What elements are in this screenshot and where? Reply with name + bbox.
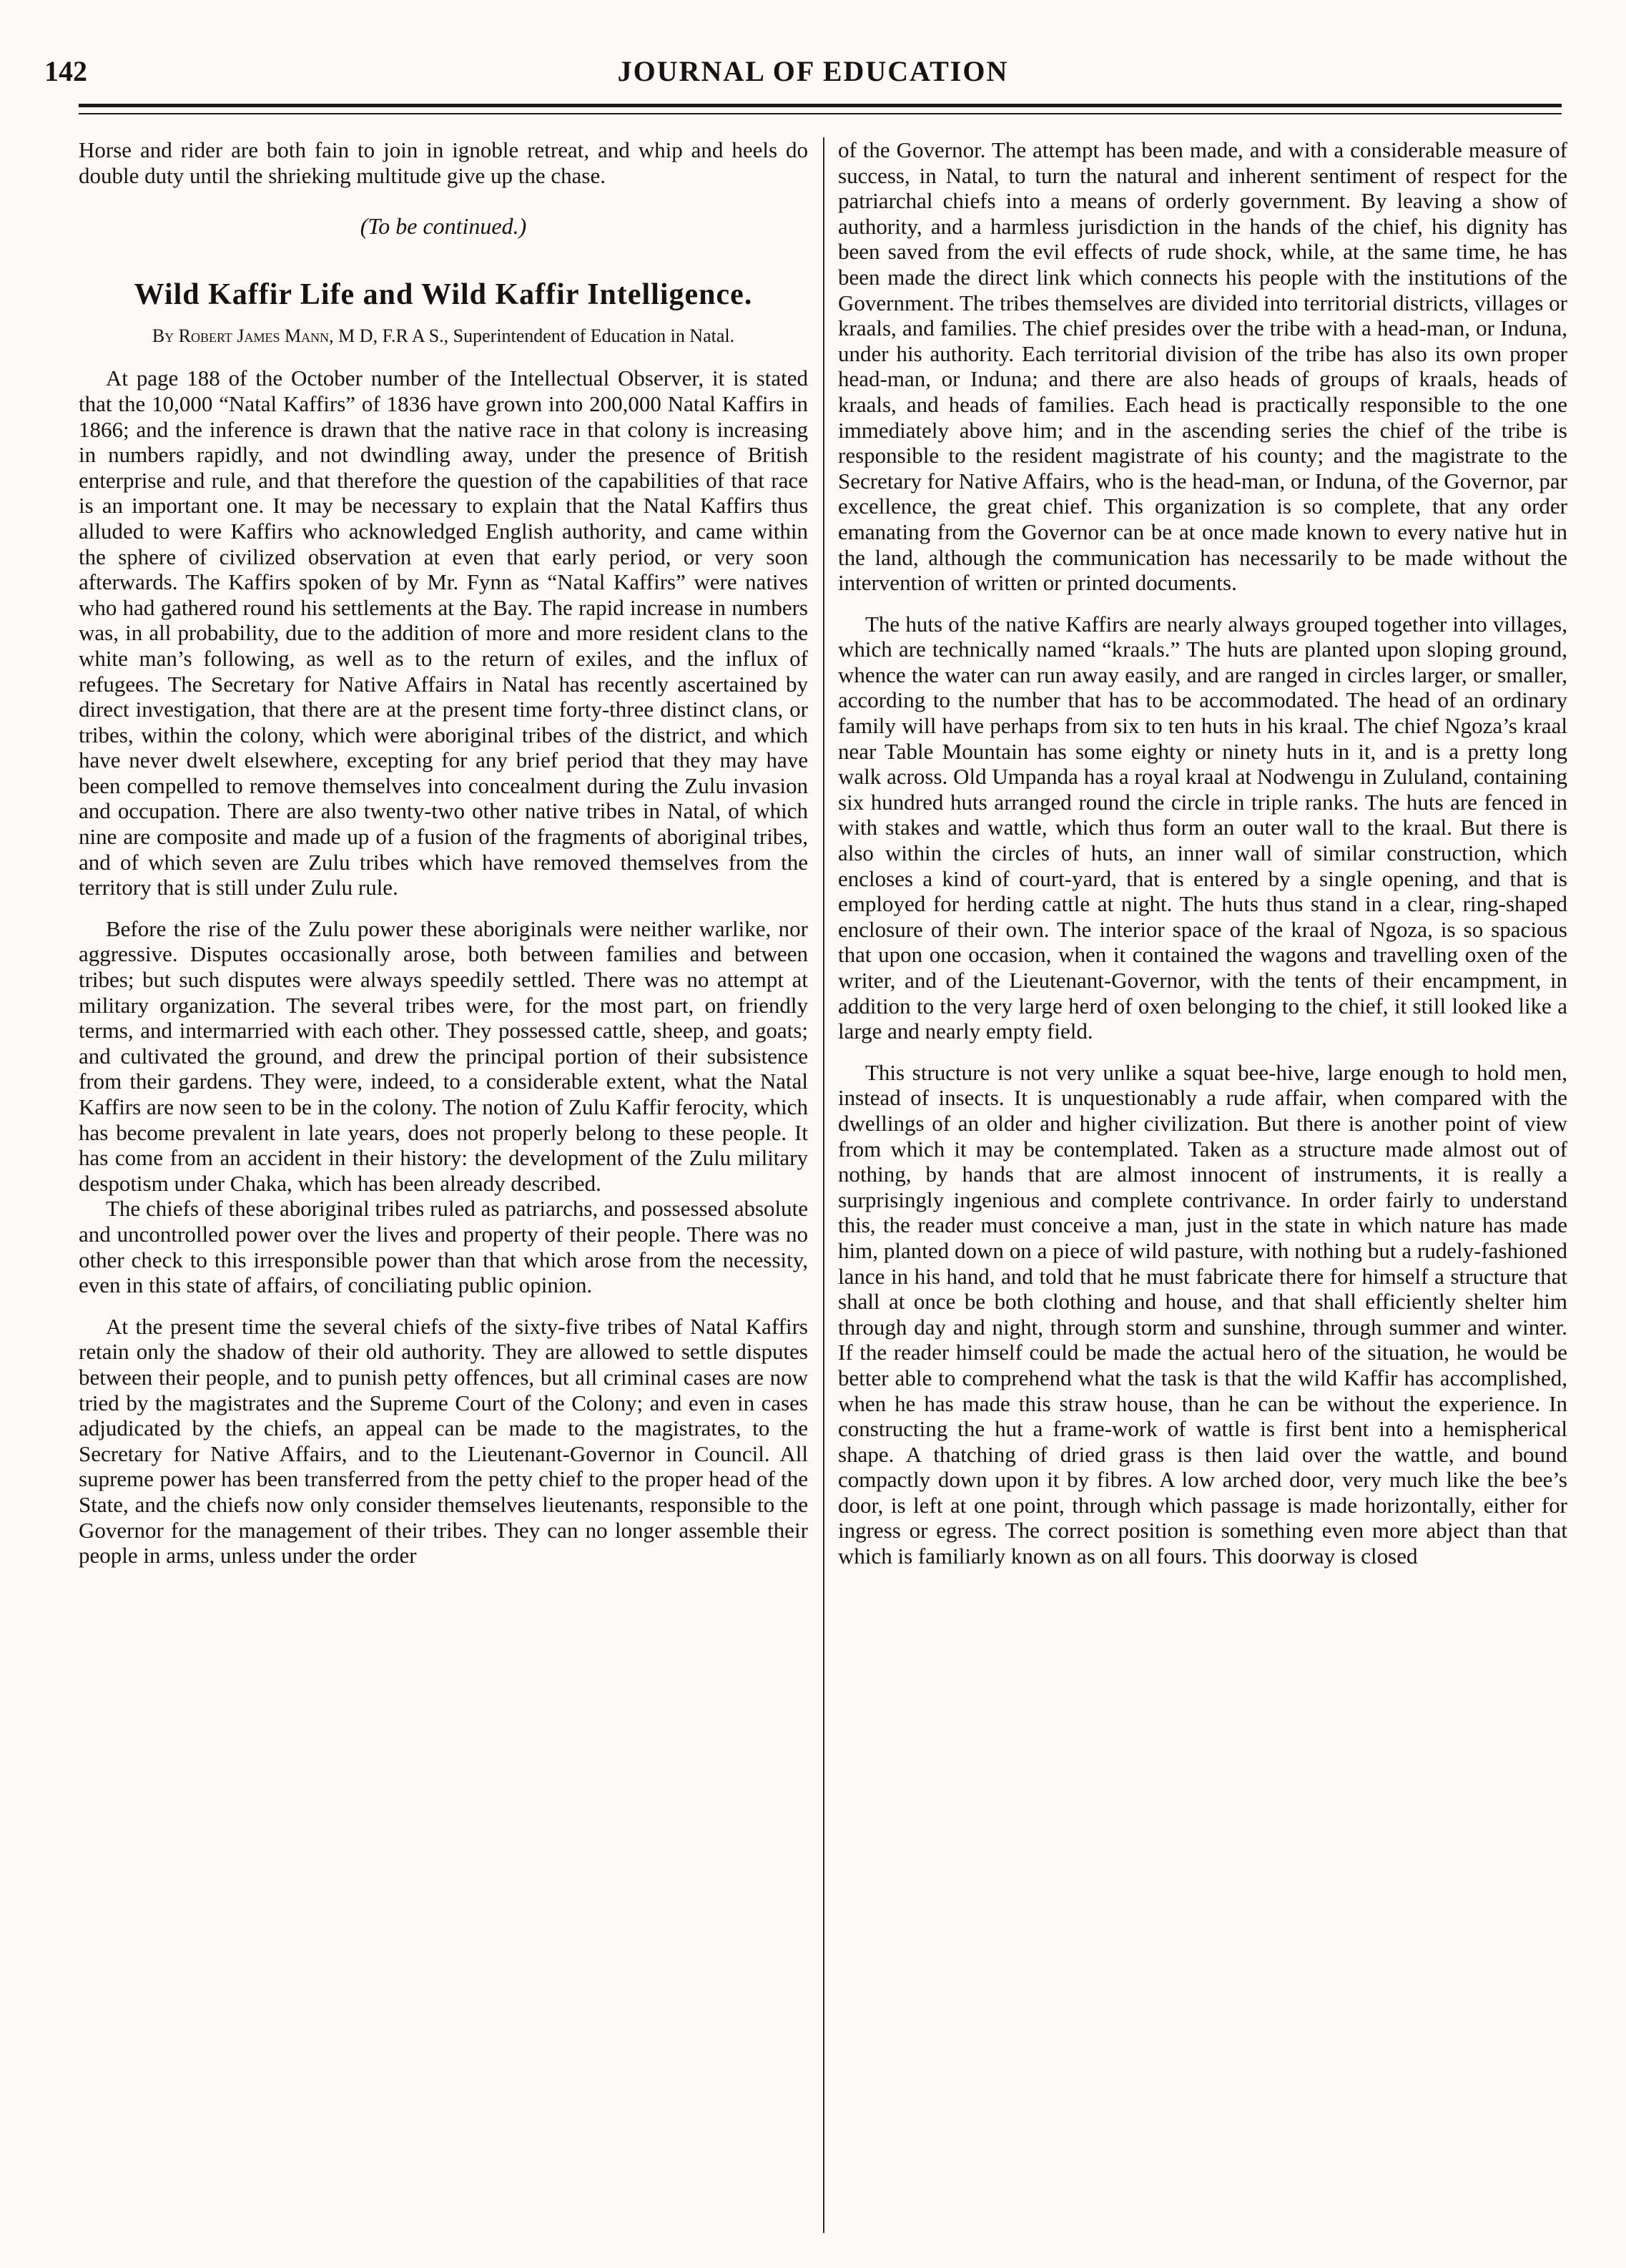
paragraph: This structure is not very unlike a squat bee-hive, large enough to hold men, instead of insects. It is unquestionably a rude affair, when compared with the dwellings of an older and higher civilization. But there is another point of view from which it may be contemplated. Taken as a structure made almost out of nothing, by hands that are almost innocent of instruments, it is really a surprisingly ingenious and complete contrivance. In order fairly to understand this, the reader must conceive a man, just in the state in which nature has made him, planted down on a piece of wild pasture, with nothing but a rudely-fashioned lance in his hand, and told that he must fabricate there for himself a structure that shall at once be both clothing and house, and that shall efficiently shelter him through day and night, through storm and sunshine, through summer and winter. If the reader himself could be made the actual hero of the situation, he would be better able to comprehend what the task is that the wild Kaffir has accomplished, when he has made this straw house, than he can be without the experience. In constructing the hut a frame-work of wattle is first bent into a hemispherical shape. A thatching of dried grass is then laid over the wattle, and bound compactly down upon it by fibres. A low arched door, very much like the bee’s door, is left at one point, through which passage is made horizontally, either for ingress or egress. The correct position is something even more abject than that which is familiarly known as on all fours. This doorway is closed — [838, 1059, 1567, 1569]
journal-title: JOURNAL OF EDUCATION — [617, 55, 1009, 87]
paragraph: The chiefs of these aboriginal tribes ruled as patriarchs, and possessed absolute and uncontrolled power over the lives and property of their people. There was no other check to this irresponsible power than that which arose from the necessity, even in this state of affairs, of conciliating public opinion. — [79, 1196, 808, 1298]
paragraph: of the Governor. The attempt has been made, and with a considerable measure of success, in Natal, to turn the natural and inherent sentiment of respect for the patriarchal chiefs into a means of orderly government. By leaving a show of authority, and a harmless jurisdiction in the hands of the chief, his dignity has been saved from the evil effects of rude shock, while, at the same time, he has been made the direct link which connects his people with the institutions of the Government. The tribes themselves are divided into territorial districts, villages or kraals, and families. The chief presides over the tribe with a head-man, or Induna, under his authority. Each territorial division of the tribe has also its own proper head-man, or Induna; and there are also heads of groups of kraals, heads of kraals, and heads of families. Each head is practically responsible to the one immediately above him; and in the ascending series the chief of the tribe is responsible to the resident magistrate of his county; and the magistrate to the Secretary for Native Affairs, who is the head-man, or Induna, of the Governor, par excellence, the great chief. This organization is so complete, that any order emanating from the Governor can be at once made known to every native hut in the land, although the communication has necessarily to be made without the intervention of written or printed documents. — [838, 137, 1567, 596]
paragraph: The huts of the native Kaffirs are nearly always grouped together into villages, which are technically named “kraals.” The huts are planted upon sloping ground, whence the water can run away easily, and are ranged in circles larger, or smaller, according to the number that has to be accommodated. The head of an ordinary family will have perhaps from six to ten huts in his kraal. The chief Ngoza’s kraal near Table Mountain has some eighty or ninety huts in it, and is a pretty long walk across. Old Umpanda has a royal kraal at Nodwengu in Zululand, containing six hundred huts arranged round the circle in triple ranks. The huts are fenced in with stakes and wattle, which thus form an outer wall to the kraal. But there is also within the circles of huts, an inner wall of similar construction, which encloses a kind of court-yard, that is entered by a single opening, and that is employed for herding cattle at night. The huts thus stand in a clear, ring-shaped enclosure of their own. The interior space of the kraal of Ngoza, is so spacious that upon one occasion, when it contained the wagons and travelling oxen of the writer, and of the Lieutenant-Governor, with the tents of their encampment, in addition to the very large herd of oxen belonging to the chief, it still looked like a large and nearly empty field. — [838, 611, 1567, 1044]
header-rule-thin — [79, 113, 1562, 114]
byline-author: By Robert James Mann, M D, F.R A S., — [152, 325, 449, 347]
paragraph: Before the rise of the Zulu power these aboriginals were neither warlike, nor aggressive. Disputes occasionally arose, both between families and between tribes; but such disputes were always speedily settled. There was no attempt at military organization. The several tribes were, for the most part, on friendly terms, and intermarried with each other. They possessed cattle, sheep, and goats; and cultivated the ground, and drew the principal portion of their subsistence from their gardens. They were, indeed, to a considerable extent, what the Natal Kaffirs are now seen to be in the colony. The notion of Zulu Kaffir ferocity, which has become prevalent in late years, does not properly belong to these people. It has come from an accident in their history: the development of the Zulu military despotism under Chaka, which has been already described. — [79, 915, 808, 1196]
byline — [93, 325, 794, 347]
right-column — [838, 137, 1567, 2233]
continued-note: (To be continued.) — [360, 213, 527, 240]
paragraph: At page 188 of the October number of the Intellectual Observer, it is stated that the 10,000 “Natal Kaffirs” of 1836 have grown into 200,000 Natal Kaffirs in 1866; and the inference is drawn that the native race in that colony is increasing in numbers rapidly, and not dwindling away, under the presence of British enterprise and rule, and that therefore the question of the capabilities of that race is an important one. It may be necessary to explain that the Natal Kaffirs thus alluded to were Kaffirs who acknowledged English authority, and came within the sphere of civilized observation at even that early period, or very soon afterwards. The Kaffirs spoken of by Mr. Fynn as “Natal Kaffirs” were natives who had gathered round his settlements at the Bay. The rapid increase in numbers was, in all probability, due to the addition of more and more resident clans to the white man’s following, as well as to the return of exiles, and the influx of refugees. The Secretary for Native Affairs in Natal has recently ascertained by direct investigation, that there are at the present time forty-three distinct clans, or tribes, within the colony, which were aboriginal tribes of the district, and which have never dwelt elsewhere, excepting for any brief period that they may have been compelled to remove themselves into concealment during the Zulu invasion and occupation. There are also twenty-two other native tribes in Natal, of which nine are composite and made up of a fusion of the fragments of aboriginal tribes, and of which seven are Zulu tribes which have removed themselves from the territory that is still under Zulu rule. — [79, 365, 808, 900]
left-column — [79, 137, 808, 2233]
byline-position: Superintendent of Education in Natal. — [453, 325, 735, 347]
article-title: Wild Kaffir Life and Wild Kaffir Intelligence. — [134, 278, 753, 311]
intro-paragraph: Horse and rider are both fain to join in ignoble retreat, and whip and heels do double duty until the shrieking multitude give up the chase. — [79, 137, 808, 188]
paragraph: At the present time the several chiefs of the sixty-five tribes of Natal Kaffirs retain only the shadow of their old authority. They are allowed to settle disputes between their people, and to punish petty offences, but all criminal cases are now tried by the magistrates and the Supreme Court of the Colony; and even in cases adjudicated by the chiefs, an appeal can be made to the magistrates, to the Secretary for Native Affairs, and to the Lieutenant-Governor in Council. All supreme power has been transferred from the petty chief to the proper head of the State, and the chiefs now only consider themselves lieutenants, responsible to the Governor for the management of their tribes. They can no longer assemble their people in arms, unless under the order — [79, 1313, 808, 1569]
header-rule-thick — [79, 104, 1562, 107]
page-number: 142 — [44, 55, 87, 87]
column-divider — [823, 137, 824, 2233]
